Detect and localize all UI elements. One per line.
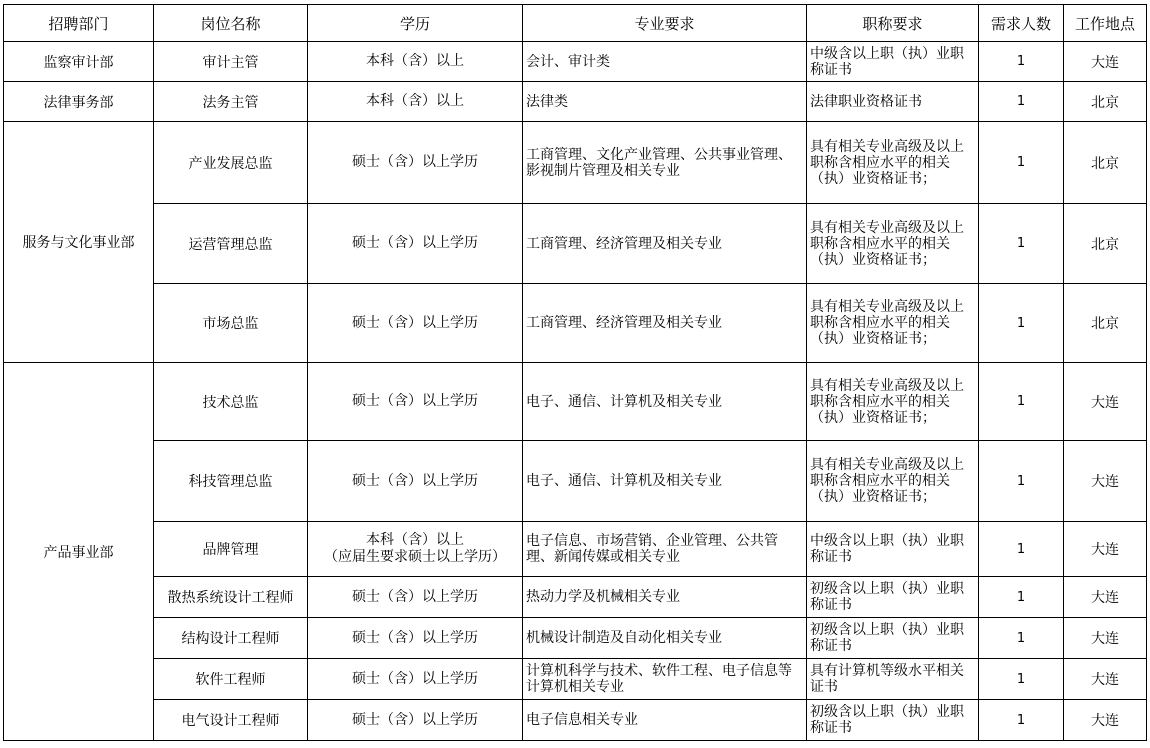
cell-education: [308, 42, 523, 82]
cell-education: [308, 659, 523, 700]
education-line: 硕士（含）以上学历: [352, 711, 478, 728]
education-line: 硕士（含）以上学历: [352, 588, 478, 605]
cell-position: 审计主管: [154, 42, 308, 82]
cell-major: 电子、通信、计算机及相关专业: [523, 441, 807, 522]
cell-position: 散热系统设计工程师: [154, 577, 308, 618]
cell-position: 结构设计工程师: [154, 618, 308, 659]
cell-count: 1: [979, 700, 1064, 741]
cell-title-requirement: 中级含以上职（执）业职称证书: [807, 522, 979, 577]
cell-count: 1: [979, 82, 1064, 122]
cell-position: 科技管理总监: [154, 441, 308, 522]
cell-title-requirement: 中级含以上职（执）业职称证书: [807, 42, 979, 82]
cell-position: 技术总监: [154, 363, 308, 441]
cell-count: 1: [979, 363, 1064, 441]
header-title: 职称要求: [807, 5, 979, 42]
cell-position: 品牌管理: [154, 522, 308, 577]
table-row: [4, 618, 1147, 659]
header-education: 学历: [308, 5, 523, 42]
cell-count: 1: [979, 577, 1064, 618]
table-row: [4, 284, 1147, 363]
education-line: 硕士（含）以上学历: [352, 235, 478, 251]
cell-title-requirement: 初级含以上职（执）业职称证书: [807, 618, 979, 659]
cell-count: 1: [979, 122, 1064, 204]
cell-department: 产品事业部: [4, 363, 154, 741]
cell-count: 1: [979, 659, 1064, 700]
table-row: [4, 204, 1147, 284]
education-line: 硕士（含）以上学历: [352, 314, 478, 331]
header-count: 需求人数: [979, 5, 1064, 42]
cell-department: 监察审计部: [4, 42, 154, 82]
cell-location: 北京: [1064, 82, 1147, 122]
table-row: [4, 659, 1147, 700]
cell-major: 工商管理、文化产业管理、公共事业管理、影视制片管理及相关专业: [523, 122, 807, 204]
cell-position: 产业发展总监: [154, 122, 308, 204]
cell-location: 大连: [1064, 522, 1147, 577]
cell-location: 北京: [1064, 284, 1147, 363]
cell-education: [308, 82, 523, 122]
education-line: 本科（含）以上: [366, 532, 464, 548]
table-row: [4, 122, 1147, 204]
cell-position: 市场总监: [154, 284, 308, 363]
header-department: 招聘部门: [4, 5, 154, 42]
cell-location: 大连: [1064, 441, 1147, 522]
cell-title-requirement: 具有相关专业高级及以上职称含相应水平的相关（执）业资格证书；: [807, 363, 979, 441]
cell-education: [308, 522, 523, 577]
cell-title-requirement: 具有相关专业高级及以上职称含相应水平的相关（执）业资格证书；: [807, 204, 979, 284]
cell-location: 北京: [1064, 204, 1147, 284]
table-row: [4, 363, 1147, 441]
cell-education: [308, 122, 523, 204]
cell-location: 大连: [1064, 700, 1147, 741]
table-row: [4, 522, 1147, 577]
education-line: 本科（含）以上: [366, 93, 464, 109]
cell-education: [308, 618, 523, 659]
header-position: 岗位名称: [154, 5, 308, 42]
cell-position: 电气设计工程师: [154, 700, 308, 741]
table-row: [4, 577, 1147, 618]
table-row: [4, 82, 1147, 122]
cell-location: 大连: [1064, 577, 1147, 618]
table-row: [4, 441, 1147, 522]
cell-count: 1: [979, 42, 1064, 82]
cell-education: [308, 441, 523, 522]
cell-major: 机械设计制造及自动化相关专业: [523, 618, 807, 659]
table-row: [4, 42, 1147, 82]
cell-count: 1: [979, 618, 1064, 659]
table-body: [4, 42, 1147, 741]
cell-title-requirement: 具有相关专业高级及以上职称含相应水平的相关（执）业资格证书；: [807, 284, 979, 363]
education-line: 硕士（含）以上学历: [352, 472, 478, 489]
cell-major: 会计、审计类: [523, 42, 807, 82]
education-line: 硕士（含）以上学历: [352, 154, 478, 170]
header-row: [4, 5, 1147, 42]
education-line: 硕士（含）以上学历: [352, 629, 478, 646]
cell-education: [308, 284, 523, 363]
cell-position: 法务主管: [154, 82, 308, 122]
cell-education: [308, 577, 523, 618]
cell-department: 服务与文化事业部: [4, 122, 154, 363]
cell-position: 软件工程师: [154, 659, 308, 700]
cell-department: 法律事务部: [4, 82, 154, 122]
cell-count: 1: [979, 441, 1064, 522]
cell-major: 电子信息相关专业: [523, 700, 807, 741]
cell-title-requirement: 具有计算机等级水平相关证书: [807, 659, 979, 700]
education-line: 硕士（含）以上学历: [352, 393, 478, 409]
table-row: [4, 700, 1147, 741]
cell-location: 大连: [1064, 42, 1147, 82]
cell-title-requirement: 具有相关专业高级及以上职称含相应水平的相关（执）业资格证书；: [807, 122, 979, 204]
cell-title-requirement: 初级含以上职（执）业职称证书: [807, 577, 979, 618]
cell-title-requirement: 初级含以上职（执）业职称证书: [807, 700, 979, 741]
cell-education: [308, 700, 523, 741]
cell-major: 计算机科学与技术、软件工程、电子信息等计算机相关专业: [523, 659, 807, 700]
cell-location: 大连: [1064, 363, 1147, 441]
cell-count: 1: [979, 284, 1064, 363]
cell-education: [308, 204, 523, 284]
education-line: 本科（含）以上: [366, 53, 464, 69]
cell-major: 法律类: [523, 82, 807, 122]
cell-count: 1: [979, 522, 1064, 577]
header-location: 工作地点: [1064, 5, 1147, 42]
cell-major: 电子信息、市场营销、企业管理、公共管理、新闻传媒或相关专业: [523, 522, 807, 577]
cell-position: 运营管理总监: [154, 204, 308, 284]
cell-major: 工商管理、经济管理及相关专业: [523, 204, 807, 284]
cell-title-requirement: 法律职业资格证书: [807, 82, 979, 122]
cell-education: [308, 363, 523, 441]
header-major: 专业要求: [523, 5, 807, 42]
cell-title-requirement: 具有相关专业高级及以上职称含相应水平的相关（执）业资格证书；: [807, 441, 979, 522]
cell-location: 北京: [1064, 122, 1147, 204]
cell-major: 电子、通信、计算机及相关专业: [523, 363, 807, 441]
cell-major: 热动力学及机械相关专业: [523, 577, 807, 618]
recruitment-table: [3, 4, 1147, 741]
cell-major: 工商管理、经济管理及相关专业: [523, 284, 807, 363]
cell-count: 1: [979, 204, 1064, 284]
education-line: 硕士（含）以上学历: [352, 670, 478, 687]
education-line: （应届生要求硕士以上学历）: [324, 549, 506, 565]
cell-location: 大连: [1064, 618, 1147, 659]
cell-location: 大连: [1064, 659, 1147, 700]
